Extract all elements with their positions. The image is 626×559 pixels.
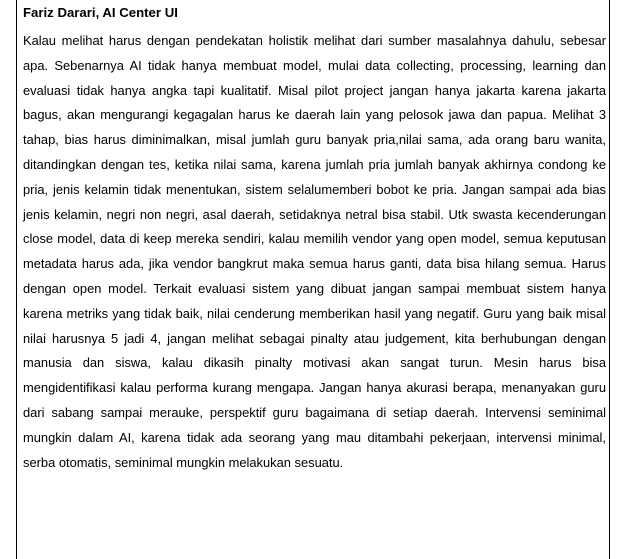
- speaker-heading: Fariz Darari, AI Center UI: [23, 5, 178, 20]
- document-content: [23, 4, 606, 475]
- body-paragraph: Kalau melihat harus dengan pendekatan holistik melihat dari sumber masalahnya dahulu, sebesar apa. Sebenarnya AI tidak hanya membuat model, mulai data collecting, processing, learning dan evaluasi tidak hanya angka tapi kualitatif. Misal pilot project jangan hanya jakarta karena jakarta bagus, akan mengurangi kegagalan harus ke daerah lain yang pelosok jawa dan papua. Melihat 3 tahap, bias harus diminimalkan, misal jumlah guru banyak pria,nilai sama, ada orang baru wanita, ditandingkan dengan tes, ketika nilai sama, karena jumlah pria jumlah banyak akhirnya condong ke pria, jenis kelamin tidak menentukan, sistem selalumemberi bobot ke pria. Jangan sampai ada bias jenis kelamin, negri non negri, asal daerah, setidaknya netral bisa stabil. Utk swasta kecenderungan close model, data di keep mereka sendiri, kalau memilih vendor yang open model, semua keputusan metadata harus ada, jika vendor bangkrut maka semua harus ganti, data bisa hilang semua. Harus dengan open model. Terkait evaluasi sistem yang dibuat jangan sampai membuat sistem hanya karena metriks yang tidak baik, nilai cenderung memberikan hasil yang negatif. Guru yang baik misal nilai harusnya 5 jadi 4, jangan melihat sebagai pinalty atau judgement, kita berhubungan dengan manusia dan siswa, kalau dikasih pinalty motivasi akan sangat turun. Mesin harus bisa mengidentifikasi kalau performa kurang mengapa. Jangan hanya akurasi berapa, menanyakan guru dari sabang sampai merauke, perspektif guru bagaimana di setiap daerah. Intervensi seminimal mungkin dalam AI, karena tidak ada seorang yang mau ditambahi pekerjaan, intervensi minimal, serba otomatis, seminimal mungkin melakukan sesuatu.: [23, 33, 606, 470]
